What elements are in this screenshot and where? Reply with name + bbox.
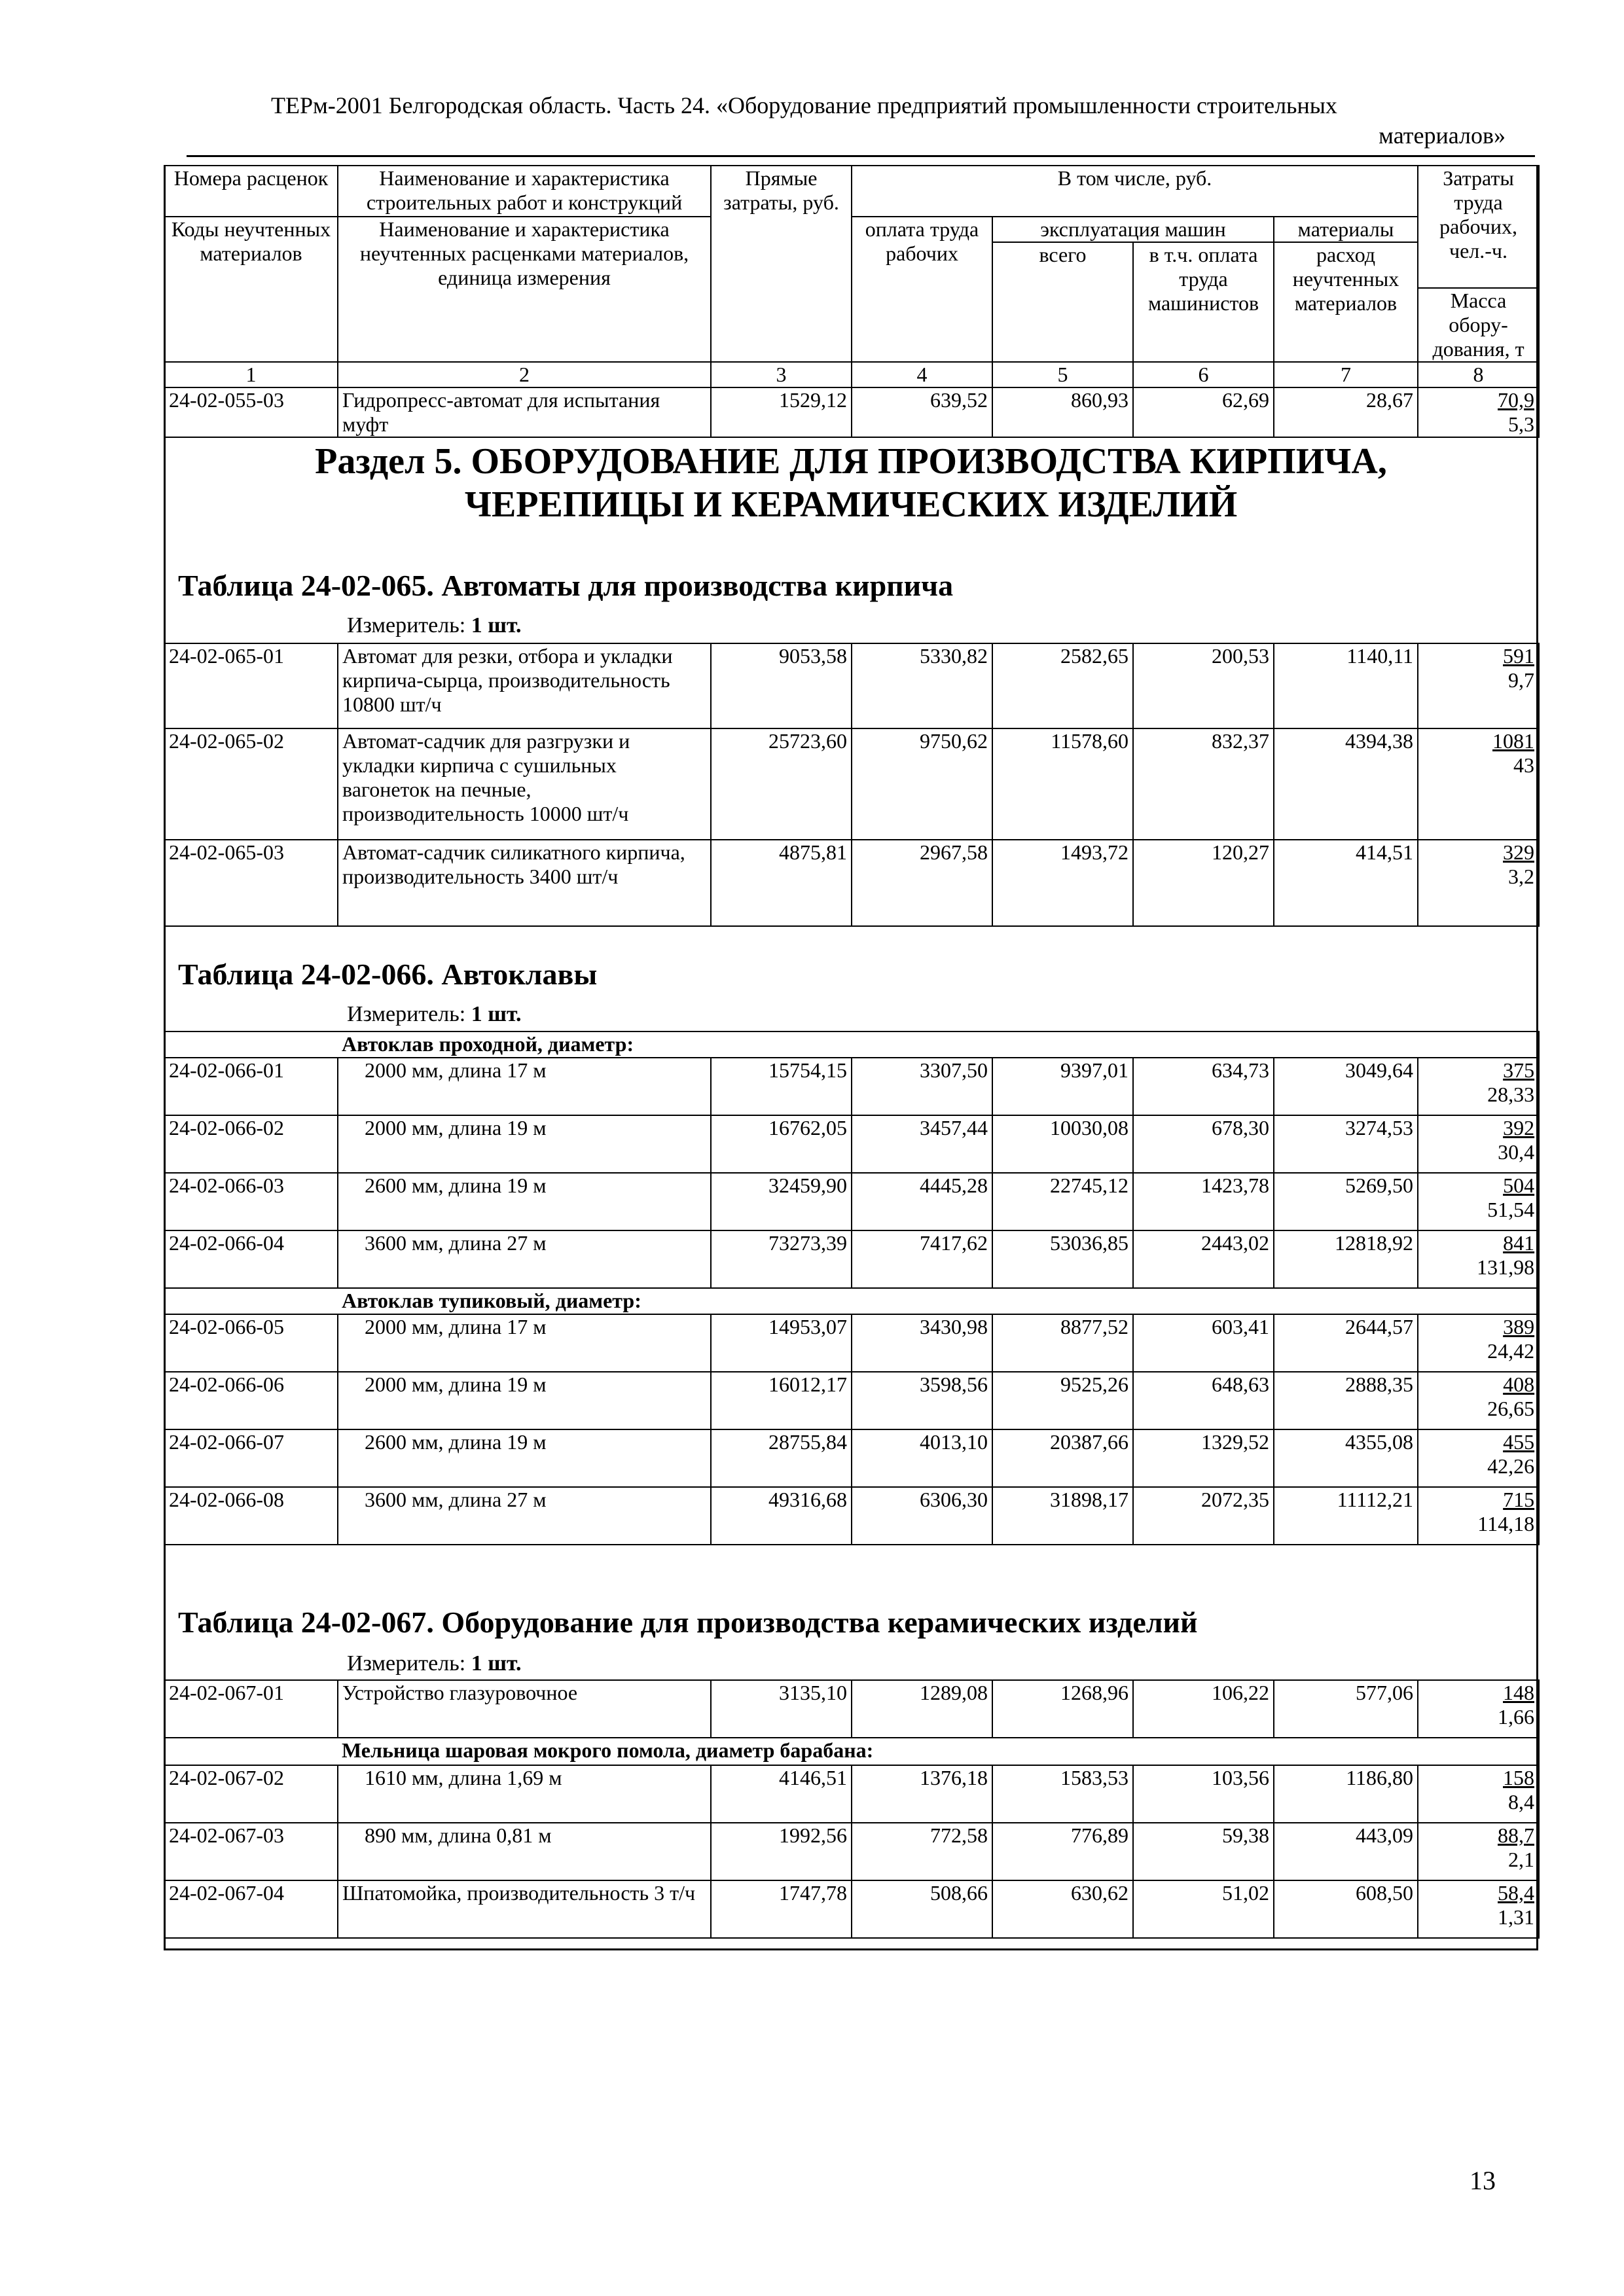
row-name: 2000 мм, длина 17 м: [338, 1058, 711, 1115]
row-name: 2600 мм, длина 19 м: [338, 1173, 711, 1230]
table-row: [164, 1487, 1539, 1545]
row-mass: 1,66: [1498, 1705, 1534, 1729]
table-row: [164, 1680, 1539, 1738]
table-row: [164, 387, 1539, 437]
row-mass: 30,4: [1498, 1140, 1535, 1164]
row-materials-cost: 5269,50: [1274, 1173, 1418, 1230]
row-mass: 8,4: [1508, 1790, 1534, 1814]
row-hours: 375: [1503, 1058, 1535, 1082]
row-machinists-cost: 1329,52: [1133, 1429, 1274, 1487]
row-machines-total: 776,89: [992, 1823, 1133, 1880]
row-mass: 24,42: [1487, 1339, 1535, 1363]
row-direct-cost: 73273,39: [711, 1230, 852, 1288]
row-materials-cost: 1186,80: [1274, 1765, 1418, 1823]
row-machinists-cost: 832,37: [1133, 728, 1274, 840]
column-number: 8: [1418, 362, 1539, 387]
row-hours-mass: [1418, 1765, 1539, 1823]
row-machines-total: 2582,65: [992, 643, 1133, 728]
row-code: 24-02-066-01: [164, 1058, 338, 1115]
row-machinists-cost: 2443,02: [1133, 1230, 1274, 1288]
header-col1-bottom: Коды неучтенных материалов: [164, 217, 338, 362]
table-24-02-066: [164, 1031, 1540, 1545]
table-subheading-row: [164, 1738, 1539, 1765]
row-mass: 1,31: [1498, 1905, 1534, 1929]
row-code: 24-02-066-05: [164, 1314, 338, 1372]
row-hours-mass: [1418, 1823, 1539, 1880]
row-labor-cost: 508,66: [852, 1880, 992, 1938]
table-row: [164, 1765, 1539, 1823]
row-mass: 28,33: [1487, 1083, 1535, 1106]
row-direct-cost: 3135,10: [711, 1680, 852, 1738]
row-direct-cost: 1992,56: [711, 1823, 852, 1880]
row-name: Автомат для резки, отбора и укладки кирпича-сырца, производительность 10800 шт/ч: [338, 643, 711, 728]
row-mass: 43: [1513, 753, 1534, 777]
section-title-line1: Раздел 5. ОБОРУДОВАНИЕ ДЛЯ ПРОИЗВОДСТВА КИРПИЧА,: [315, 441, 1387, 482]
row-materials-cost: 4394,38: [1274, 728, 1418, 840]
row-direct-cost: 4875,81: [711, 840, 852, 926]
row-direct-cost: 4146,51: [711, 1765, 852, 1823]
table-row: [164, 1230, 1539, 1288]
row-machinists-cost: 51,02: [1133, 1880, 1274, 1938]
row-name: Шпатомойка, производительность 3 т/ч: [338, 1880, 711, 1938]
row-direct-cost: 16762,05: [711, 1115, 852, 1173]
row-labor-cost: 7417,62: [852, 1230, 992, 1288]
row-hours-mass: [1418, 1058, 1539, 1115]
measure-label: Измеритель:: [347, 613, 466, 637]
row-machinists-cost: 62,69: [1133, 387, 1274, 437]
row-machinists-cost: 678,30: [1133, 1115, 1274, 1173]
header-col8-bottom: Масса обору-дования, т: [1418, 288, 1539, 362]
row-mass: 42,26: [1487, 1454, 1535, 1478]
table-row: [164, 1429, 1539, 1487]
row-hours: 88,7: [1498, 1823, 1534, 1847]
row-hours: 392: [1503, 1116, 1535, 1139]
row-hours-mass: [1418, 1880, 1539, 1938]
row-machines-total: 8877,52: [992, 1314, 1133, 1372]
row-direct-cost: 16012,17: [711, 1372, 852, 1429]
row-name: 3600 мм, длина 27 м: [338, 1230, 711, 1288]
row-code: 24-02-067-04: [164, 1880, 338, 1938]
row-name: Автомат-садчик силикатного кирпича, производительность 3400 шт/ч: [338, 840, 711, 926]
row-machinists-cost: 648,63: [1133, 1372, 1274, 1429]
row-hours-mass: [1418, 1230, 1539, 1288]
row-machines-total: 1268,96: [992, 1680, 1133, 1738]
row-machinists-cost: 603,41: [1133, 1314, 1274, 1372]
row-code: 24-02-065-02: [164, 728, 338, 840]
header-materials: материалы: [1274, 217, 1418, 242]
row-hours-mass: [1418, 1115, 1539, 1173]
row-hours-mass: [1418, 1429, 1539, 1487]
header-col1-top: Номера расценок: [164, 166, 338, 217]
row-direct-cost: 14953,07: [711, 1314, 852, 1372]
header-col6: в т.ч. оплата труда машинистов: [1133, 242, 1274, 362]
row-hours: 70,9: [1498, 388, 1535, 412]
row-mass: 51,54: [1487, 1198, 1535, 1221]
table-row: [164, 1115, 1539, 1173]
row-labor-cost: 6306,30: [852, 1487, 992, 1545]
row-machinists-cost: 200,53: [1133, 643, 1274, 728]
table-24-02-065: [164, 643, 1540, 927]
row-hours-mass: [1418, 643, 1539, 728]
row-direct-cost: 1747,78: [711, 1880, 852, 1938]
header-in-total: В том числе, руб.: [852, 166, 1418, 217]
running-header-line1: ТЕРм-2001 Белгородская область. Часть 24. «Оборудование предприятий промышленности строительных: [271, 92, 1337, 118]
running-header: [262, 90, 1506, 151]
row-name: 2000 мм, длина 17 м: [338, 1314, 711, 1372]
row-name: Устройство глазуровочное: [338, 1680, 711, 1738]
row-hours-mass: [1418, 387, 1539, 437]
column-number: 2: [338, 362, 711, 387]
row-machinists-cost: 120,27: [1133, 840, 1274, 926]
header-col3: Прямые затраты, руб.: [711, 166, 852, 362]
row-hours: 504: [1503, 1174, 1535, 1197]
row-machines-total: 22745,12: [992, 1173, 1133, 1230]
header-col2-top: Наименование и характеристика строительных работ и конструкций: [338, 166, 711, 217]
table-row: [164, 1058, 1539, 1115]
measure-value: 1 шт.: [471, 613, 522, 637]
table-title: Таблица 24-02-066. Автоклавы: [178, 958, 598, 991]
section-title: [164, 440, 1538, 526]
row-direct-cost: 28755,84: [711, 1429, 852, 1487]
row-labor-cost: 1376,18: [852, 1765, 992, 1823]
row-code: 24-02-066-03: [164, 1173, 338, 1230]
header-col8-top: Затраты труда рабочих, чел.-ч.: [1418, 166, 1539, 288]
header-col5: всего: [992, 242, 1133, 362]
row-hours: 841: [1503, 1231, 1535, 1255]
row-machines-total: 1583,53: [992, 1765, 1133, 1823]
row-mass: 3,2: [1508, 865, 1534, 888]
row-code: 24-02-067-03: [164, 1823, 338, 1880]
row-hours: 408: [1503, 1372, 1535, 1396]
row-hours: 158: [1503, 1766, 1534, 1789]
row-materials-cost: 3049,64: [1274, 1058, 1418, 1115]
row-materials-cost: 3274,53: [1274, 1115, 1418, 1173]
header-col2-bottom: Наименование и характеристика неучтенных расценками материалов, единица измерения: [338, 217, 711, 362]
row-mass: 114,18: [1477, 1512, 1535, 1535]
row-hours-mass: [1418, 1314, 1539, 1372]
row-mass: 2,1: [1508, 1848, 1534, 1871]
row-code: 24-02-066-07: [164, 1429, 338, 1487]
column-number: 4: [852, 362, 992, 387]
row-name: 3600 мм, длина 27 м: [338, 1487, 711, 1545]
row-machines-total: 31898,17: [992, 1487, 1133, 1545]
row-labor-cost: 3430,98: [852, 1314, 992, 1372]
row-hours-mass: [1418, 728, 1539, 840]
table-subheading: Автоклав проходной, диаметр:: [164, 1031, 1539, 1058]
row-materials-cost: 577,06: [1274, 1680, 1418, 1738]
table-subheading-row: [164, 1031, 1539, 1058]
row-code: 24-02-066-08: [164, 1487, 338, 1545]
table-subheading: Мельница шаровая мокрого помола, диаметр барабана:: [164, 1738, 1539, 1765]
section-title-line2: ЧЕРЕПИЦЫ И КЕРАМИЧЕСКИХ ИЗДЕЛИЙ: [464, 484, 1238, 525]
row-materials-cost: 28,67: [1274, 387, 1418, 437]
measure-line: [347, 1651, 522, 1677]
row-materials-cost: 4355,08: [1274, 1429, 1418, 1487]
row-name: Автомат-садчик для разгрузки и укладки кирпича с сушильных вагонеток на печные, производительность 10000 шт/ч: [338, 728, 711, 840]
row-hours: 715: [1503, 1488, 1535, 1511]
column-number: 7: [1274, 362, 1418, 387]
table-subheading: Автоклав тупиковый, диаметр:: [164, 1288, 1539, 1314]
row-hours-mass: [1418, 1680, 1539, 1738]
row-machinists-cost: 2072,35: [1133, 1487, 1274, 1545]
row-name: 2600 мм, длина 19 м: [338, 1429, 711, 1487]
row-direct-cost: 1529,12: [711, 387, 852, 437]
row-machines-total: 1493,72: [992, 840, 1133, 926]
row-labor-cost: 5330,82: [852, 643, 992, 728]
table-row: [164, 840, 1539, 926]
row-direct-cost: 9053,58: [711, 643, 852, 728]
row-hours: 591: [1503, 644, 1534, 668]
table-row: [164, 1372, 1539, 1429]
measure-label: Измеритель:: [347, 1651, 466, 1676]
row-machines-total: 9397,01: [992, 1058, 1133, 1115]
row-materials-cost: 2888,35: [1274, 1372, 1418, 1429]
row-name: 1610 мм, длина 1,69 м: [338, 1765, 711, 1823]
header-col4: оплата труда рабочих: [852, 217, 992, 362]
row-mass: 26,65: [1487, 1397, 1535, 1420]
header-col7: расход неучтенных материалов: [1274, 242, 1418, 362]
table-row: [164, 728, 1539, 840]
row-labor-cost: 3307,50: [852, 1058, 992, 1115]
row-name: 890 мм, длина 0,81 м: [338, 1823, 711, 1880]
table-row: [164, 643, 1539, 728]
column-numbers-row: [164, 362, 1539, 387]
row-machinists-cost: 59,38: [1133, 1823, 1274, 1880]
row-name: Гидропресс-автомат для испытания муфт: [338, 387, 711, 437]
row-hours: 455: [1503, 1430, 1535, 1454]
page-number: 13: [1470, 2166, 1496, 2195]
measure-line: [347, 1001, 522, 1028]
row-direct-cost: 25723,60: [711, 728, 852, 840]
column-number: 6: [1133, 362, 1274, 387]
row-materials-cost: 1140,11: [1274, 643, 1418, 728]
row-machines-total: 10030,08: [992, 1115, 1133, 1173]
row-code: 24-02-067-02: [164, 1765, 338, 1823]
row-machines-total: 9525,26: [992, 1372, 1133, 1429]
column-header-table: [164, 165, 1540, 438]
row-labor-cost: 639,52: [852, 387, 992, 437]
row-labor-cost: 3598,56: [852, 1372, 992, 1429]
row-code: 24-02-055-03: [164, 387, 338, 437]
row-machinists-cost: 103,56: [1133, 1765, 1274, 1823]
column-number: 5: [992, 362, 1133, 387]
row-machines-total: 20387,66: [992, 1429, 1133, 1487]
table-row: [164, 1880, 1539, 1938]
header-rule: [187, 155, 1535, 157]
table-24-02-067: [164, 1679, 1540, 1939]
row-hours-mass: [1418, 1372, 1539, 1429]
row-mass: 9,7: [1508, 668, 1534, 692]
row-machines-total: 860,93: [992, 387, 1133, 437]
row-machines-total: 630,62: [992, 1880, 1133, 1938]
row-name: 2000 мм, длина 19 м: [338, 1115, 711, 1173]
row-materials-cost: 2644,57: [1274, 1314, 1418, 1372]
measure-value: 1 шт.: [471, 1002, 522, 1026]
row-code: 24-02-066-02: [164, 1115, 338, 1173]
row-code: 24-02-066-06: [164, 1372, 338, 1429]
row-labor-cost: 2967,58: [852, 840, 992, 926]
row-machinists-cost: 106,22: [1133, 1680, 1274, 1738]
measure-value: 1 шт.: [471, 1651, 522, 1676]
table-subheading-row: [164, 1288, 1539, 1314]
row-hours: 148: [1503, 1681, 1534, 1704]
row-direct-cost: 32459,90: [711, 1173, 852, 1230]
table-title: Таблица 24-02-065. Автоматы для производства кирпича: [178, 569, 954, 602]
table-row: [164, 1314, 1539, 1372]
row-labor-cost: 4445,28: [852, 1173, 992, 1230]
table-row: [164, 1173, 1539, 1230]
row-direct-cost: 15754,15: [711, 1058, 852, 1115]
row-mass: 5,3: [1508, 412, 1535, 436]
row-name: 2000 мм, длина 19 м: [338, 1372, 711, 1429]
row-labor-cost: 4013,10: [852, 1429, 992, 1487]
header-machines: эксплуатация машин: [992, 217, 1274, 242]
row-labor-cost: 1289,08: [852, 1680, 992, 1738]
row-labor-cost: 772,58: [852, 1823, 992, 1880]
row-labor-cost: 3457,44: [852, 1115, 992, 1173]
row-code: 24-02-065-03: [164, 840, 338, 926]
row-hours: 329: [1503, 840, 1534, 864]
row-hours: 58,4: [1498, 1881, 1534, 1905]
table-row: [164, 1823, 1539, 1880]
row-hours-mass: [1418, 1173, 1539, 1230]
row-hours: 1081: [1492, 729, 1534, 753]
row-direct-cost: 49316,68: [711, 1487, 852, 1545]
measure-line: [347, 613, 522, 639]
row-materials-cost: 11112,21: [1274, 1487, 1418, 1545]
row-code: 24-02-065-01: [164, 643, 338, 728]
row-mass: 131,98: [1477, 1255, 1535, 1279]
row-hours-mass: [1418, 1487, 1539, 1545]
row-hours: 389: [1503, 1315, 1535, 1338]
row-materials-cost: 608,50: [1274, 1880, 1418, 1938]
row-code: 24-02-067-01: [164, 1680, 338, 1738]
row-materials-cost: 12818,92: [1274, 1230, 1418, 1288]
table-title: Таблица 24-02-067. Оборудование для производства керамических изделий: [178, 1605, 1198, 1639]
row-materials-cost: 443,09: [1274, 1823, 1418, 1880]
row-machines-total: 11578,60: [992, 728, 1133, 840]
running-header-line2: материалов»: [1379, 122, 1506, 149]
row-hours-mass: [1418, 840, 1539, 926]
row-labor-cost: 9750,62: [852, 728, 992, 840]
measure-label: Измеритель:: [347, 1002, 466, 1026]
row-code: 24-02-066-04: [164, 1230, 338, 1288]
row-machines-total: 53036,85: [992, 1230, 1133, 1288]
column-number: 1: [164, 362, 338, 387]
column-number: 3: [711, 362, 852, 387]
row-machinists-cost: 1423,78: [1133, 1173, 1274, 1230]
row-materials-cost: 414,51: [1274, 840, 1418, 926]
row-machinists-cost: 634,73: [1133, 1058, 1274, 1115]
